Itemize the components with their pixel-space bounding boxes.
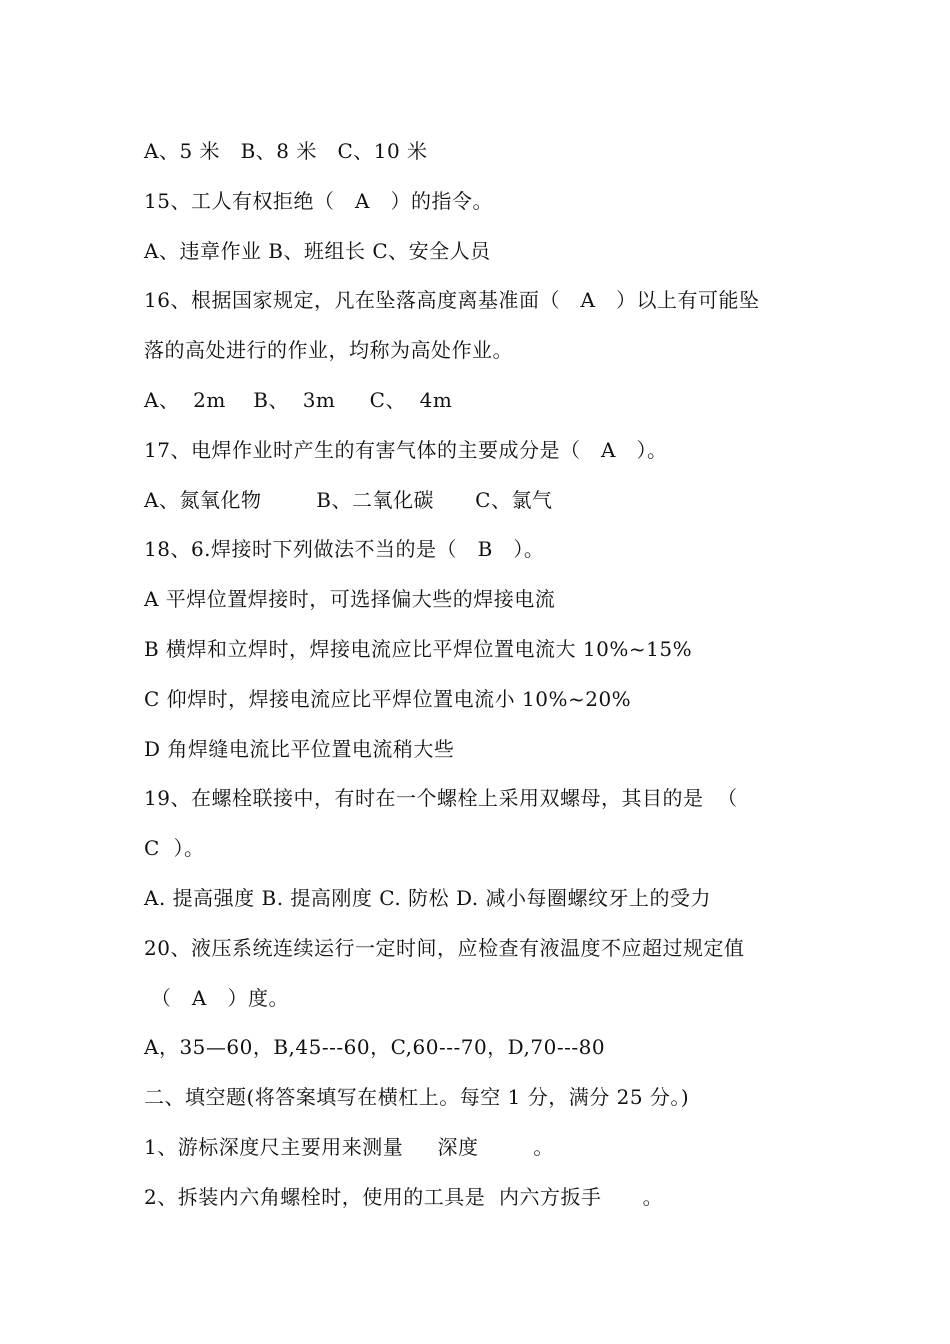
question-15: 15、工人有权拒绝（ A ）的指令。 <box>144 188 494 213</box>
section-heading-fill-in: 二、填空题(将答案填写在横杠上。每空 1 分，满分 25 分。) <box>144 1085 690 1110</box>
question-16-part-2: 落的高处进行的作业，均称为高处作业。 <box>144 338 513 363</box>
option-line-q14: A、5 米 B、8 米 C、10 米 <box>144 139 428 163</box>
option-a-q18: A 平焊位置焊接时，可选择偏大些的焊接电流 <box>144 587 556 612</box>
option-line-q19: A. 提高强度 B. 提高刚度 C. 防松 D. 减小每圈螺纹牙上的受力 <box>144 885 711 910</box>
question-19-part-1: 19、在螺栓联接中，有时在一个螺栓上采用双螺母，其目的是 （ <box>144 786 738 811</box>
question-20-part-1: 20、液压系统连续运行一定时间，应检查有液温度不应超过规定值 <box>144 935 745 960</box>
option-line-q15: A、违章作业 B、班组长 C、安全人员 <box>144 238 491 263</box>
fill-question-1: 1、游标深度尺主要用来测量 深度 。 <box>144 1134 554 1159</box>
document-body <box>144 134 844 1230</box>
option-d-q18: D 角焊缝电流比平位置电流稍大些 <box>144 736 455 761</box>
option-b-q18: B 横焊和立焊时，焊接电流应比平焊位置电流大 10%~15% <box>144 636 693 661</box>
option-c-q18: C 仰焊时，焊接电流应比平焊位置电流小 10%~20% <box>144 686 632 711</box>
question-16-part-1: 16、根据国家规定，凡在坠落高度离基准面（ A ）以上有可能坠 <box>144 288 760 313</box>
question-20-part-2: （ A ）度。 <box>144 985 289 1010</box>
option-line-q16: A、 2m B、 3m C、 4m <box>144 387 453 412</box>
question-18: 18、6.焊接时下列做法不当的是（ B ）。 <box>144 537 545 562</box>
question-19-part-2: C ）。 <box>144 836 205 861</box>
option-line-q17: A、氮氧化物 B、二氧化碳 C、氯气 <box>144 487 553 512</box>
fill-question-2: 2、拆装内六角螺栓时，使用的工具是 内六方扳手 。 <box>144 1184 664 1209</box>
option-line-q20: A，35—60，B,45---60，C,60---70，D,70---80 <box>144 1035 606 1060</box>
question-17: 17、电焊作业时产生的有害气体的主要成分是（ A ）。 <box>144 437 668 462</box>
